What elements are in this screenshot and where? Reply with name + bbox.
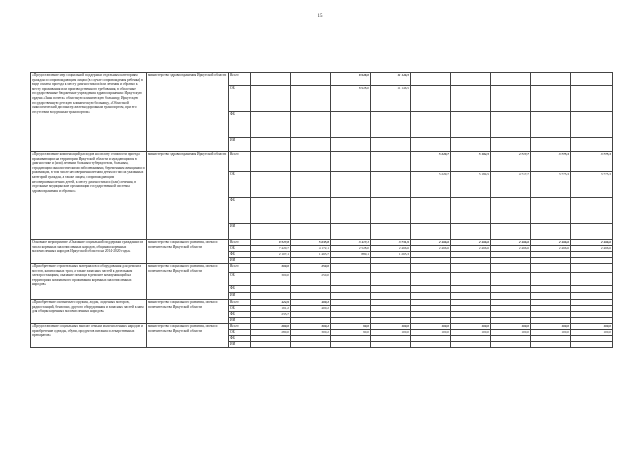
amount-cell xyxy=(251,198,291,224)
amount-cell: 2 466,6 xyxy=(531,240,571,246)
table-row xyxy=(31,152,613,172)
amount-cell: 2 466,6 xyxy=(491,240,531,246)
amount-cell xyxy=(291,152,331,172)
amount-cell xyxy=(371,112,411,138)
amount-cell: 233,7 xyxy=(251,312,291,318)
amount-cell xyxy=(371,152,411,172)
amount-cell: 889,1 xyxy=(331,252,371,258)
amount-cell xyxy=(331,224,371,240)
amount-cell xyxy=(331,198,371,224)
amount-cell xyxy=(291,224,331,240)
amount-cell xyxy=(411,342,451,348)
funding-source: Всего xyxy=(229,152,251,172)
amount-cell: 300,0 xyxy=(251,264,291,273)
amount-cell: 424,9 xyxy=(251,300,291,306)
amount-cell xyxy=(251,342,291,348)
table-row xyxy=(31,264,613,273)
amount-cell: 5 229,7 xyxy=(411,172,451,198)
amount-cell: 90,0 xyxy=(331,324,371,330)
amount-cell xyxy=(531,73,571,86)
amount-cell: 2 466,6 xyxy=(491,246,531,252)
amount-cell xyxy=(291,86,331,112)
funding-source: Всего xyxy=(229,240,251,246)
amount-cell: 2 466,6 xyxy=(531,246,571,252)
amount-cell: 100,0 xyxy=(531,330,571,336)
amount-cell xyxy=(371,286,411,293)
amount-cell: 100,0 xyxy=(371,324,411,330)
amount-cell: 100,0 xyxy=(411,324,451,330)
amount-cell: 2 466,6 xyxy=(451,240,491,246)
funding-source: ОБ xyxy=(229,306,251,312)
amount-cell xyxy=(251,112,291,138)
amount-cell: 4 717,7 xyxy=(491,172,531,198)
amount-cell xyxy=(451,138,491,152)
amount-cell: 300,2 xyxy=(291,324,331,330)
amount-cell: 7 420,7 xyxy=(251,246,291,252)
amount-cell: 3 775,3 xyxy=(571,152,613,172)
activity-name: «Предоставление социальных выплат семьям малочисленных народов и приобретение одежды, обуви, продуктов питания и лекарственных препаратов» xyxy=(31,324,147,348)
amount-cell: 3 775,3 xyxy=(531,172,571,198)
amount-cell: 11 146,5 xyxy=(371,73,411,86)
amount-cell xyxy=(571,224,613,240)
page-number: 15 xyxy=(317,14,323,19)
amount-cell xyxy=(291,112,331,138)
amount-cell xyxy=(371,293,411,300)
funding-source: ИИ xyxy=(229,258,251,264)
amount-cell: 8 928,0 xyxy=(331,73,371,86)
amount-cell xyxy=(491,112,531,138)
funding-source: Всего xyxy=(229,300,251,306)
table-row xyxy=(31,73,613,86)
amount-cell: 3 417,1 xyxy=(331,240,371,246)
amount-cell: 3 775,3 xyxy=(531,152,571,172)
executor: министерство социального развития, опеки и попечительства Иркутской области xyxy=(147,324,229,348)
amount-cell xyxy=(291,342,331,348)
amount-cell xyxy=(491,273,531,286)
amount-cell xyxy=(251,286,291,293)
amount-cell: 400,2 xyxy=(291,300,331,306)
amount-cell xyxy=(371,224,411,240)
amount-cell xyxy=(371,198,411,224)
funding-source: ИИ xyxy=(229,224,251,240)
amount-cell xyxy=(291,172,331,198)
amount-cell xyxy=(571,198,613,224)
amount-cell xyxy=(571,86,613,112)
amount-cell: 2 528,0 xyxy=(331,246,371,252)
amount-cell: 90,0 xyxy=(331,330,371,336)
funding-source: ОБ xyxy=(229,246,251,252)
amount-cell xyxy=(411,86,451,112)
amount-cell xyxy=(571,342,613,348)
amount-cell xyxy=(571,73,613,86)
amount-cell xyxy=(251,152,291,172)
amount-cell xyxy=(331,286,371,293)
amount-cell xyxy=(451,264,491,273)
amount-cell xyxy=(371,273,411,286)
amount-cell: 1 463,7 xyxy=(291,252,331,258)
amount-cell xyxy=(531,138,571,152)
amount-cell: 9 527,8 xyxy=(251,240,291,246)
amount-cell xyxy=(411,73,451,86)
amount-cell: 300,2 xyxy=(291,330,331,336)
amount-cell xyxy=(451,293,491,300)
funding-source: ИИ xyxy=(229,138,251,152)
amount-cell xyxy=(531,293,571,300)
amount-cell: 4 172,1 xyxy=(291,246,331,252)
amount-cell xyxy=(331,273,371,286)
funding-source: ФБ xyxy=(229,198,251,224)
amount-cell xyxy=(251,172,291,198)
amount-cell xyxy=(451,224,491,240)
amount-cell xyxy=(531,286,571,293)
amount-cell xyxy=(411,112,451,138)
amount-cell xyxy=(251,86,291,112)
amount-cell: 2 466,6 xyxy=(571,240,613,246)
funding-source: ФБ xyxy=(229,286,251,293)
funding-source: ОБ xyxy=(229,172,251,198)
amount-cell: 191,2 xyxy=(251,306,291,312)
amount-cell xyxy=(491,286,531,293)
amount-cell: 4 717,7 xyxy=(491,152,531,172)
amount-cell: 100,0 xyxy=(451,330,491,336)
executor: министерство здравоохранения Иркутской области xyxy=(147,73,229,152)
amount-cell: 400,2 xyxy=(291,306,331,312)
amount-cell xyxy=(411,293,451,300)
executor: министерство социального развития, опеки и попечительства Иркутской области xyxy=(147,264,229,300)
amount-cell xyxy=(411,273,451,286)
amount-cell: 2 466,6 xyxy=(371,246,411,252)
amount-cell xyxy=(571,286,613,293)
amount-cell xyxy=(571,293,613,300)
amount-cell: 5 184,5 xyxy=(451,152,491,172)
funding-source: ФБ xyxy=(229,252,251,258)
amount-cell xyxy=(491,198,531,224)
funding-source: ИИ xyxy=(229,318,251,324)
amount-cell: 2 466,6 xyxy=(451,246,491,252)
amount-cell: 100,0 xyxy=(451,324,491,330)
amount-cell: 2 466,6 xyxy=(411,246,451,252)
amount-cell xyxy=(571,264,613,273)
amount-cell xyxy=(571,138,613,152)
amount-cell xyxy=(331,293,371,300)
amount-cell xyxy=(491,224,531,240)
funding-source: ОБ xyxy=(229,330,251,336)
amount-cell xyxy=(331,152,371,172)
amount-cell xyxy=(331,138,371,152)
amount-cell xyxy=(491,73,531,86)
amount-cell xyxy=(411,198,451,224)
amount-cell xyxy=(291,73,331,86)
amount-cell xyxy=(331,264,371,273)
amount-cell: 100,0 xyxy=(571,324,613,330)
amount-cell: 1 265,3 xyxy=(371,252,411,258)
amount-cell: 280,0 xyxy=(251,324,291,330)
amount-cell xyxy=(411,138,451,152)
amount-cell xyxy=(291,293,331,300)
activity-name: «Приобретение строительных материалов и оборудования для ремонта мостов, капитальных троп, а также запасных частей к дизельным электростанциям, оказание помощи в ремонте коммуникаций на территориях компактного проживания коренных малочисленных народов» xyxy=(31,264,147,300)
amount-cell xyxy=(371,138,411,152)
amount-cell xyxy=(411,286,451,293)
amount-cell xyxy=(571,273,613,286)
amount-cell xyxy=(491,342,531,348)
amount-cell xyxy=(411,224,451,240)
executor: министерство социального развития, опеки и попечительства Иркутской области xyxy=(147,240,229,264)
amount-cell xyxy=(531,112,571,138)
amount-cell xyxy=(331,172,371,198)
budget-table xyxy=(30,72,613,348)
funding-source: Всего xyxy=(229,324,251,330)
executor: министерство здравоохранения Иркутской области xyxy=(147,152,229,240)
amount-cell: 300,0 xyxy=(251,273,291,286)
funding-source: ИИ xyxy=(229,342,251,348)
amount-cell: 100,0 xyxy=(491,330,531,336)
amount-cell xyxy=(531,86,571,112)
amount-cell xyxy=(531,224,571,240)
funding-source: ФБ xyxy=(229,336,251,342)
amount-cell xyxy=(491,293,531,300)
amount-cell: 280,0 xyxy=(251,330,291,336)
amount-cell: 100,0 xyxy=(371,330,411,336)
amount-cell xyxy=(371,264,411,273)
amount-cell: 8 928,0 xyxy=(331,86,371,112)
amount-cell xyxy=(451,86,491,112)
funding-source: ФБ xyxy=(229,312,251,318)
amount-cell: 250,0 xyxy=(291,273,331,286)
amount-cell xyxy=(291,286,331,293)
amount-cell xyxy=(331,342,371,348)
executor: министерство социального развития, опеки и попечительства Иркутской области xyxy=(147,300,229,324)
amount-cell xyxy=(251,73,291,86)
amount-cell: 250,0 xyxy=(291,264,331,273)
amount-cell: 100,0 xyxy=(571,330,613,336)
amount-cell xyxy=(531,198,571,224)
amount-cell xyxy=(531,342,571,348)
activity-name: «Приобретение охотничьего оружия, лодок, лодочных моторов, радиостанций, бензопил, другого оборудования и запасных частей к ним для общин коренных малочисленных народов» xyxy=(31,300,147,324)
amount-cell xyxy=(411,264,451,273)
amount-cell xyxy=(371,172,411,198)
amount-cell: 2 466,6 xyxy=(411,240,451,246)
amount-cell xyxy=(531,273,571,286)
amount-cell xyxy=(491,264,531,273)
amount-cell xyxy=(451,198,491,224)
amount-cell xyxy=(491,138,531,152)
activity-name: Основное мероприятие «Оказание социальной поддержки гражданам из числа коренных малочисленных народов, общинам коренных малочисленных народов Иркутской области на 2014-2020 годы» xyxy=(31,240,147,264)
amount-cell xyxy=(571,112,613,138)
amount-cell xyxy=(371,342,411,348)
activity-name: «Предоставление компенсаций расходов на оплату стоимости проезда проживающим на территории Иркутской области и нуждающимся в диагностике и (или) лечении больным туберкулезом, больным, страдающим онкологическими заболеваниями, беременным женщинам и роженицам, в том числе несовершеннолетним детям из числа указанных категорий граждан, а также лицам, сопровождающим несовершеннолетних детей, к месту диагностики и (или) лечения, в отдельные медицинские организации государственной системы здравоохранения и обратно» xyxy=(31,152,147,240)
funding-source: ФБ xyxy=(229,112,251,138)
amount-cell: 5 184,5 xyxy=(451,172,491,198)
amount-cell xyxy=(251,224,291,240)
amount-cell: 3 775,3 xyxy=(571,172,613,198)
amount-cell: 100,0 xyxy=(531,324,571,330)
funding-source: ОБ xyxy=(229,273,251,286)
amount-cell: 5 635,8 xyxy=(291,240,331,246)
amount-cell: 3 731,9 xyxy=(371,240,411,246)
amount-cell xyxy=(531,264,571,273)
funding-source: Всего xyxy=(229,264,251,273)
amount-cell xyxy=(451,73,491,86)
amount-cell xyxy=(291,198,331,224)
amount-cell: 100,0 xyxy=(411,330,451,336)
amount-cell xyxy=(491,86,531,112)
funding-source: ИИ xyxy=(229,293,251,300)
amount-cell: 2 466,6 xyxy=(571,246,613,252)
activity-name: «Предоставление мер социальной поддержки отдельным категориям граждан и сопровождающим лицам (в случае сопровождения ребенка) в виде оплаты проезда к месту диагностики и/или лечения и обратно к месту проживания или производственного требования, в областные государственные бюджетные учреждения здравоохранения: Иркутскую ордена «Знак почета» областную клиническую больницу, Иркутскую государственную детскую клиническую больницу, «Областной онкологический диспансер железнодорожным транспортом, при его отсутствии воздушным транспортом» xyxy=(31,73,147,152)
amount-cell xyxy=(331,112,371,138)
funding-source: Всего xyxy=(229,73,251,86)
amount-cell: 2 107,1 xyxy=(251,252,291,258)
funding-source: ОБ xyxy=(229,86,251,112)
amount-cell xyxy=(451,273,491,286)
amount-cell xyxy=(251,293,291,300)
amount-cell: 11 146,5 xyxy=(371,86,411,112)
amount-cell: 5 229,7 xyxy=(411,152,451,172)
amount-cell xyxy=(451,286,491,293)
amount-cell xyxy=(251,138,291,152)
amount-cell xyxy=(451,112,491,138)
amount-cell: 100,0 xyxy=(491,324,531,330)
amount-cell xyxy=(291,138,331,152)
amount-cell xyxy=(451,342,491,348)
